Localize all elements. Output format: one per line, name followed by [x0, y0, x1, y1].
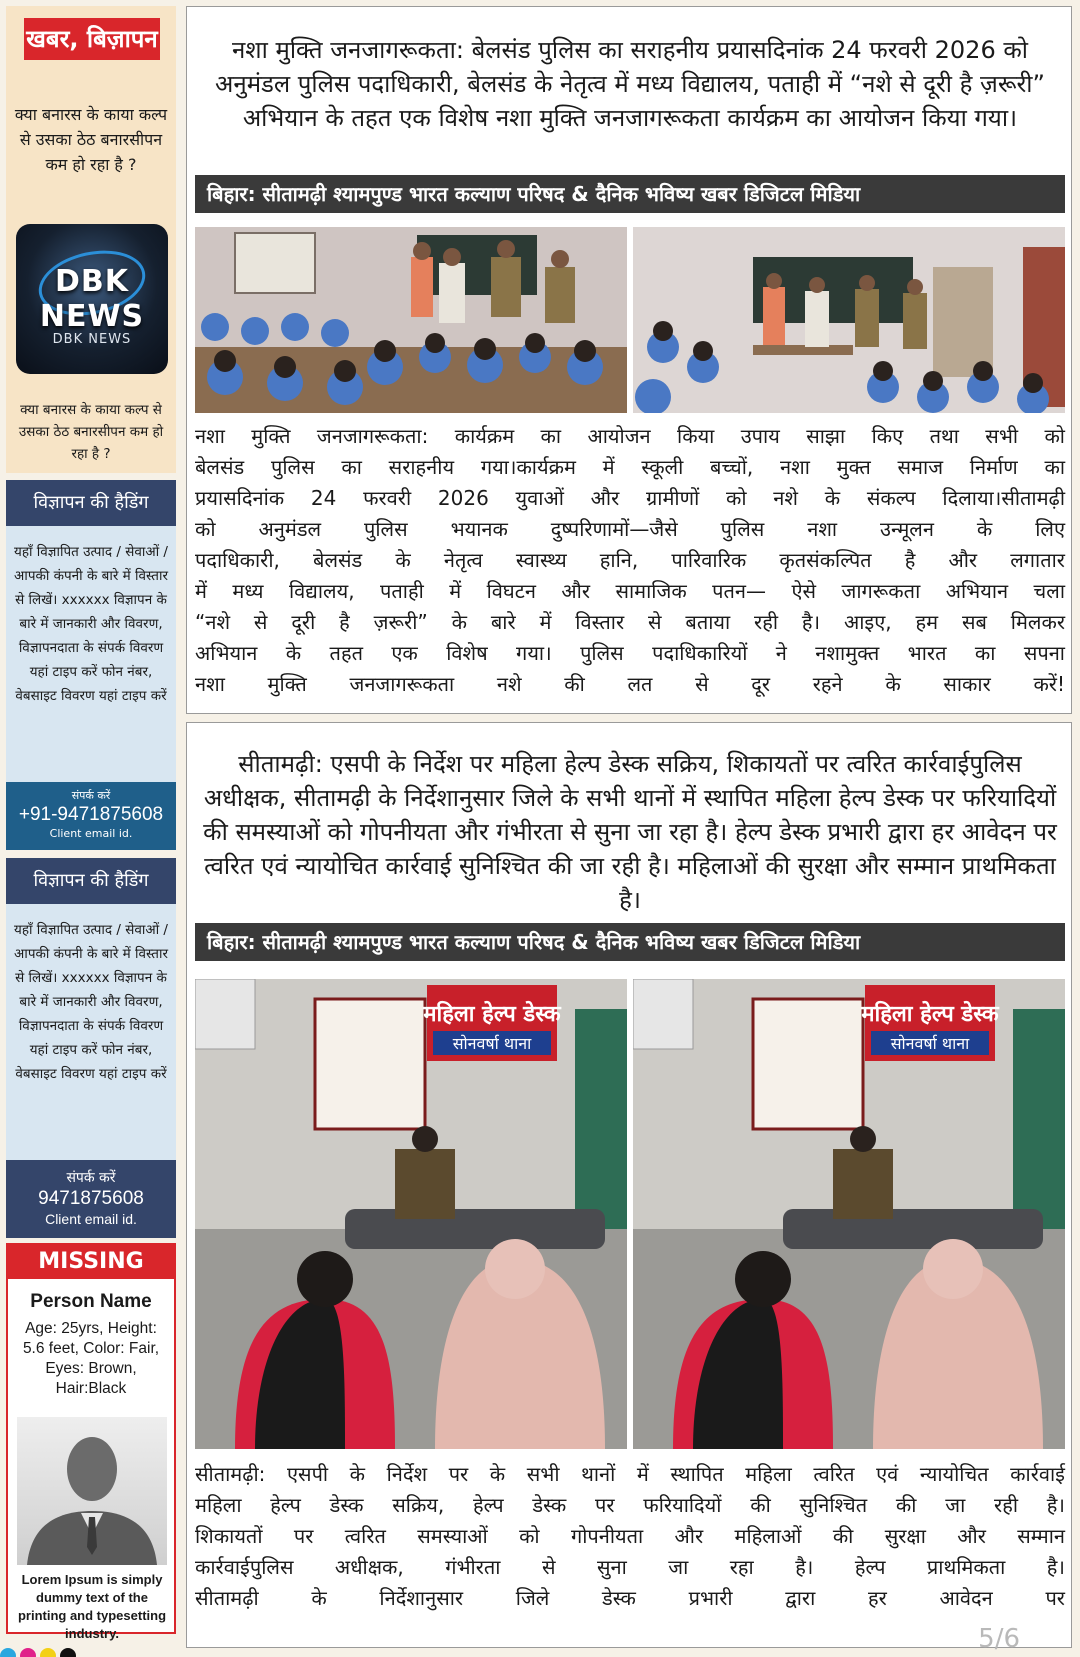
article-2 [186, 722, 1072, 1648]
body-line: पदाधिकारी, बेलसंड के नेतृत्व स्वास्थ्य हानि, पारिवारिक कृतसंकल्पित है और लगातार [195, 548, 1065, 572]
body-line: अभियान के तहत एक विशेष गया। पुलिस पदाधिकारियों ने नशामुक्त भारत का सपना [195, 641, 1065, 665]
body-line: सीतामढ़ी के निर्देशानुसार जिले डेस्क प्रभारी द्वारा हर आवेदन पर [195, 1586, 1065, 1610]
body-line: को अनुमंडल पुलिस भयानक दुष्परिणामों—जैसे पुलिस नशा उन्मूलन के लिए [195, 517, 1065, 541]
ad-contact-1 [6, 782, 176, 850]
missing-person-box [6, 1243, 176, 1641]
classroom-photo-1[interactable] [195, 227, 627, 413]
sidebar-top-panel [6, 6, 176, 473]
article-1-headline: नशा मुक्ति जनजागरूकता: बेलसंड पुलिस का सराहनीय प्रयासदिनांक 24 फरवरी 2026 को अनुमंडल पुलिस पदाधिकारी, बेलसंड के नेतृत्व में मध्य विद्यालय, पताही में “नशे से दूरी है ज़रूरी” अभियान के तहत एक विशेष नशा मुक्ति जनजागरूकता कार्यक्रम का आयोजन किया गया। [215, 36, 1045, 132]
body-line: में मध्य विद्यालय, पताही में विघटन और सामाजिक पतन— ऐसे जागरूकता अभियान चला [195, 579, 1065, 603]
sidebar-question: क्या बनारस के काया कल्प से उसका ठेठ बनारसीपन कम हो रहा है ? [14, 105, 168, 174]
color-dot [20, 1648, 36, 1657]
body-line: शिकायतों पर त्वरित समस्याओं को गोपनीयता और महिलाओं की सुरक्षा और सम्मान [195, 1524, 1065, 1548]
body-line: सीतामढ़ी: एसपी के निर्देश पर के सभी थानों में स्थापित महिला त्वरित एवं न्यायोचित कार्रवाई [195, 1462, 1065, 1486]
contact-phone[interactable]: +91-9471875608 [18, 804, 164, 825]
article-1 [186, 6, 1072, 714]
body-line: “नशे से दूरी है ज़रूरी” के बारे में विस्तार से बताया रही है। आइए, हम सब मिलकर [195, 610, 1065, 634]
person-info: Age: 25yrs, Height: 5.6 feet, Color: Fair, Eyes: Brown, Hair:Black [22, 1320, 160, 1397]
color-dot [40, 1648, 56, 1657]
page-number: 5/6 [978, 1624, 1020, 1654]
logo-caption: क्या बनारस के काया कल्प से उसका ठेठ बनारसीपन कम हो रहा है ? [18, 402, 164, 462]
banner-title: महिला हेल्प डेस्क [423, 1002, 561, 1027]
contact-email[interactable]: Client email id. [49, 827, 133, 840]
article-2-headline: सीतामढ़ी: एसपी के निर्देश पर महिला हेल्प डेस्क सक्रिय, शिकायतों पर त्वरित कार्रवाईपुलिस अधीक्षक, सीतामढ़ी के निर्देशानुसार जिले के सभी थानों में स्थापित महिला हेल्प डेस्क पर फरियादियों की समस्याओं को गोपनीयता और गंभीरता से सुना जा रहा है। हेल्प डेस्क प्रभारी द्वारा हर आवेदन पर त्वरित एवं न्यायोचित कार्रवाई सुनिश्चित की जा रही है। महिलाओं की सुरक्षा और सम्मान प्राथमिकता है। [203, 750, 1057, 914]
article-2-source-bar: बिहार: सीतामढ़ी श्यामपुण्ड भारत कल्याण परिषद & दैनिक भविष्य खबर डिजिटल मिडिया [195, 923, 1065, 961]
contact-label: संपर्क करें [71, 789, 111, 802]
contact-phone[interactable]: 9471875608 [38, 1188, 144, 1209]
help-desk-photo-1[interactable] [195, 979, 627, 1449]
person-silhouette-icon [17, 1417, 167, 1565]
banner-subtitle: सोनवर्षा थाना [890, 1034, 970, 1053]
body-line: महिला हेल्प डेस्क सक्रिय, हेल्प डेस्क पर फरियादियों की सुनिश्चित की जा रही है। [195, 1493, 1065, 1517]
ad-contact-2 [6, 1160, 176, 1238]
color-dots [0, 1644, 100, 1657]
color-dot [0, 1648, 16, 1657]
help-desk-photo-2[interactable] [633, 979, 1065, 1449]
sidebar [6, 6, 176, 1641]
body-line: नशा मुक्ति जनजागरूकता: कार्यक्रम का आयोजन किया उपाय साझा किए तथा सभी को [195, 424, 1065, 448]
person-name: Person Name [30, 1291, 152, 1312]
ad-heading-2: विज्ञापन की हैडिंग [6, 858, 176, 904]
classroom-photo-2[interactable] [633, 227, 1065, 413]
body-line: नशा मुक्ति जनजागरूकता नशे की लत से दूर रहने के साकार करें! [195, 672, 1065, 696]
contact-label: संपर्क करें [66, 1170, 116, 1186]
contact-email[interactable]: Client email id. [45, 1211, 137, 1227]
banner-title: महिला हेल्प डेस्क [861, 1002, 999, 1027]
ad-heading-1: विज्ञापन की हैडिंग [6, 480, 176, 526]
ad-body-2: यहाँ विज्ञापित उत्पाद / सेवाओं / आपकी कंपनी के बारे में विस्तार से लिखें। xxxxxx विज्ञापन के बारे में जानकारी और विवरण, विज्ञापनदाता के संपर्क विवरण यहां टाइप करें फोन नंबर, वेबसाइट विवरण यहां टाइप करें [6, 904, 176, 1160]
news-ad-badge: खबर, बिज़ापन [24, 18, 160, 60]
dbk-news-logo[interactable] [16, 224, 168, 374]
body-line: कार्रवाईपुलिस अधीक्षक, गंभीरता से सुना जा रहा है। हेल्प प्राथमिकता है। [195, 1555, 1065, 1579]
lorem-caption: Lorem Ipsum is simply dummy text of the printing and typesetting industry. [17, 1572, 167, 1641]
color-dot [60, 1648, 76, 1657]
banner-subtitle: सोनवर्षा थाना [452, 1034, 532, 1053]
article-1-source-bar: बिहार: सीतामढ़ी श्यामपुण्ड भारत कल्याण परिषद & दैनिक भविष्य खबर डिजिटल मिडिया [195, 175, 1065, 213]
logo-title: DBK NEWS [39, 264, 145, 334]
ad-body-1: यहाँ विज्ञापित उत्पाद / सेवाओं / आपकी कंपनी के बारे में विस्तार से लिखें। xxxxxx विज्ञापन के बारे में जानकारी और विवरण, विज्ञापनदाता के संपर्क विवरण यहां टाइप करें फोन नंबर, वेबसाइट विवरण यहां टाइप करें [6, 526, 176, 782]
logo-subtitle: DBK NEWS [52, 332, 132, 347]
missing-heading: MISSING [8, 1245, 174, 1279]
body-line: प्रयासदिनांक 24 फरवरी 2026 युवाओं और ग्रामीणों को नशे के संकल्प दिलाया।सीतामढ़ी [195, 486, 1065, 510]
body-line: बेलसंड पुलिस का सराहनीय गया।कार्यक्रम में स्कूली बच्चों, नशा मुक्त समाज निर्माण का [195, 455, 1065, 479]
